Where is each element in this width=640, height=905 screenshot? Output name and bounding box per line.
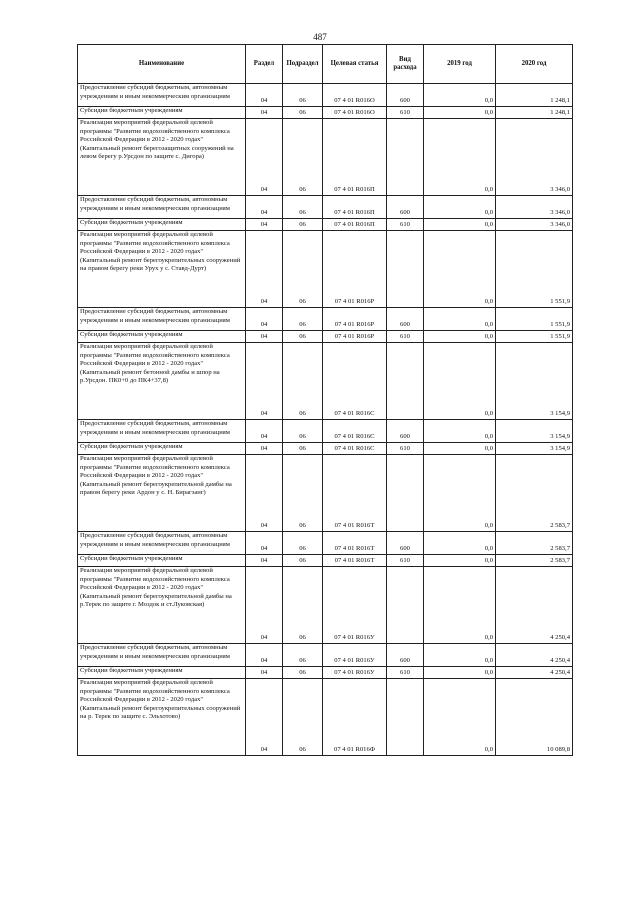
row-expense-type	[387, 567, 424, 644]
row-target-article: 07 4 01 R016Т	[323, 532, 387, 555]
row-subsection: 06	[283, 555, 323, 567]
table-row	[78, 219, 573, 231]
row-value-2019: 0,0	[424, 231, 496, 308]
row-subsection: 06	[283, 443, 323, 455]
row-name	[78, 455, 246, 532]
row-value-2020: 3 346,0	[496, 219, 573, 231]
row-expense-type	[387, 119, 424, 196]
row-value-2020: 1 248,1	[496, 107, 573, 119]
row-value-2020: 1 551,9	[496, 308, 573, 331]
row-section: 04	[246, 84, 283, 107]
row-section: 04	[246, 331, 283, 343]
row-expense-type: 610	[387, 555, 424, 567]
table-body	[78, 84, 573, 756]
header-expense-type: Вид расхода	[387, 45, 424, 84]
row-value-2019: 0,0	[424, 455, 496, 532]
row-name-text: Предоставление субсидий бюджетным, автономным учреждениям и иным некоммерческим организациям	[80, 308, 230, 324]
row-expense-type: 600	[387, 84, 424, 107]
table-row	[78, 532, 573, 555]
row-name	[78, 119, 246, 196]
table-row	[78, 667, 573, 679]
table-row	[78, 443, 573, 455]
row-value-2020: 2 583,7	[496, 455, 573, 532]
row-subsection: 06	[283, 231, 323, 308]
row-expense-type: 600	[387, 196, 424, 219]
row-name	[78, 644, 246, 667]
row-name-text: Реализация мероприятий федеральной целевой программы "Развитие водохозяйственного комплекса Российской Федерации в 2012 - 2020 годах" (Капитальный ремонт берегоукрепительных сооружений на правом берегу реки Урух у с. Ставд-Дурт)	[80, 231, 241, 273]
table-row	[78, 308, 573, 331]
row-name	[78, 679, 246, 756]
row-expense-type: 600	[387, 420, 424, 443]
row-target-article: 07 4 01 R016Т	[323, 455, 387, 532]
row-target-article: 07 4 01 R016У	[323, 644, 387, 667]
row-section: 04	[246, 231, 283, 308]
row-subsection: 06	[283, 196, 323, 219]
row-value-2019: 0,0	[424, 196, 496, 219]
row-value-2019: 0,0	[424, 667, 496, 679]
row-expense-type: 610	[387, 107, 424, 119]
table-row	[78, 455, 573, 532]
row-subsection: 06	[283, 107, 323, 119]
row-subsection: 06	[283, 119, 323, 196]
table-row	[78, 567, 573, 644]
row-target-article: 07 4 01 R016С	[323, 420, 387, 443]
row-value-2020: 2 583,7	[496, 532, 573, 555]
row-value-2019: 0,0	[424, 679, 496, 756]
row-target-article: 07 4 01 R016Р	[323, 331, 387, 343]
row-value-2019: 0,0	[424, 567, 496, 644]
row-target-article: 07 4 01 R016Ф	[323, 679, 387, 756]
row-section: 04	[246, 343, 283, 420]
row-subsection: 06	[283, 84, 323, 107]
row-value-2020: 4 250,4	[496, 644, 573, 667]
row-name-text: Субсидии бюджетным учреждениям	[80, 667, 183, 674]
row-section: 04	[246, 567, 283, 644]
row-section: 04	[246, 119, 283, 196]
row-value-2020: 4 250,4	[496, 567, 573, 644]
row-value-2020: 1 551,9	[496, 231, 573, 308]
row-subsection: 06	[283, 420, 323, 443]
row-target-article: 07 4 01 R016У	[323, 567, 387, 644]
row-target-article: 07 4 01 R016У	[323, 667, 387, 679]
row-section: 04	[246, 644, 283, 667]
table-row	[78, 107, 573, 119]
row-value-2020: 3 154,9	[496, 343, 573, 420]
row-name-text: Субсидии бюджетным учреждениям	[80, 331, 183, 338]
row-name	[78, 443, 246, 455]
row-value-2019: 0,0	[424, 107, 496, 119]
table-row	[78, 196, 573, 219]
row-name	[78, 84, 246, 107]
row-expense-type	[387, 455, 424, 532]
budget-table	[77, 44, 573, 756]
row-section: 04	[246, 420, 283, 443]
row-section: 04	[246, 219, 283, 231]
row-subsection: 06	[283, 308, 323, 331]
header-2019: 2019 год	[424, 45, 496, 84]
row-name	[78, 343, 246, 420]
row-expense-type: 610	[387, 331, 424, 343]
row-value-2019: 0,0	[424, 331, 496, 343]
row-name-text: Предоставление субсидий бюджетным, автономным учреждениям и иным некоммерческим организациям	[80, 196, 230, 212]
row-value-2020: 10 089,8	[496, 679, 573, 756]
row-target-article: 07 4 01 R016Т	[323, 555, 387, 567]
row-name-text: Реализация мероприятий федеральной целевой программы "Развитие водохозяйственного комплекса Российской Федерации в 2012 - 2020 годах" (Капитальный ремонт бетонной дамбы и шпор на р.Урсдон. ПК0+0 до ПК4+37,8)	[80, 343, 230, 385]
table-row	[78, 420, 573, 443]
row-name-text: Предоставление субсидий бюджетным, автономным учреждениям и иным некоммерческим организациям	[80, 644, 230, 660]
row-name-text: Предоставление субсидий бюджетным, автономным учреждениям и иным некоммерческим организациям	[80, 420, 230, 436]
row-section: 04	[246, 308, 283, 331]
row-section: 04	[246, 455, 283, 532]
row-name	[78, 107, 246, 119]
row-value-2019: 0,0	[424, 532, 496, 555]
row-value-2020: 3 154,9	[496, 420, 573, 443]
row-target-article: 07 4 01 R016П	[323, 196, 387, 219]
row-name-text: Субсидии бюджетным учреждениям	[80, 555, 183, 562]
row-value-2020: 1 248,1	[496, 84, 573, 107]
row-subsection: 06	[283, 667, 323, 679]
row-expense-type	[387, 679, 424, 756]
page-number: 487	[313, 32, 327, 42]
row-expense-type	[387, 231, 424, 308]
row-value-2019: 0,0	[424, 84, 496, 107]
row-subsection: 06	[283, 219, 323, 231]
row-name	[78, 308, 246, 331]
row-target-article: 07 4 01 R016П	[323, 119, 387, 196]
row-target-article: 07 4 01 R016Р	[323, 231, 387, 308]
row-expense-type: 600	[387, 532, 424, 555]
row-subsection: 06	[283, 331, 323, 343]
row-name-text: Реализация мероприятий федеральной целевой программы "Развитие водохозяйственного комплекса Российской Федерации в 2012 - 2020 годах" (Капитальный ремонт берегоукрепительной дамбы на р.Терек по защите г. Моздок и ст.Луковская)	[80, 567, 232, 609]
table-row	[78, 644, 573, 667]
row-value-2019: 0,0	[424, 420, 496, 443]
row-section: 04	[246, 532, 283, 555]
table-row	[78, 231, 573, 308]
row-target-article: 07 4 01 R016С	[323, 443, 387, 455]
table-row	[78, 84, 573, 107]
row-expense-type: 610	[387, 667, 424, 679]
row-section: 04	[246, 555, 283, 567]
row-name	[78, 196, 246, 219]
header-subsection: Подраздел	[283, 45, 323, 84]
row-expense-type: 600	[387, 308, 424, 331]
row-name-text: Реализация мероприятий федеральной целевой программы "Развитие водохозяйственного комплекса Российской Федерации в 2012 - 2020 годах" (Капитальный ремонт берегозащитных сооружений на левом берегу р.Урсдон по защите с. Дигора)	[80, 119, 234, 161]
row-subsection: 06	[283, 644, 323, 667]
row-value-2019: 0,0	[424, 555, 496, 567]
header-name: Наименование	[78, 45, 246, 84]
row-name	[78, 555, 246, 567]
row-subsection: 06	[283, 343, 323, 420]
row-name	[78, 567, 246, 644]
row-subsection: 06	[283, 679, 323, 756]
row-value-2020: 1 551,9	[496, 331, 573, 343]
row-subsection: 06	[283, 455, 323, 532]
row-subsection: 06	[283, 532, 323, 555]
row-value-2020: 3 346,0	[496, 196, 573, 219]
row-value-2019: 0,0	[424, 644, 496, 667]
table-row	[78, 679, 573, 756]
row-value-2019: 0,0	[424, 219, 496, 231]
row-value-2020: 3 346,0	[496, 119, 573, 196]
header-target-article: Целевая статья	[323, 45, 387, 84]
row-name-text: Субсидии бюджетным учреждениям	[80, 107, 183, 114]
table-row	[78, 343, 573, 420]
row-expense-type	[387, 343, 424, 420]
row-name	[78, 331, 246, 343]
row-name	[78, 420, 246, 443]
header-section: Раздел	[246, 45, 283, 84]
table-header-row	[78, 45, 573, 84]
row-target-article: 07 4 01 R016О	[323, 107, 387, 119]
row-expense-type: 600	[387, 644, 424, 667]
row-name-text: Субсидии бюджетным учреждениям	[80, 219, 183, 226]
row-subsection: 06	[283, 567, 323, 644]
row-name	[78, 532, 246, 555]
row-section: 04	[246, 679, 283, 756]
row-section: 04	[246, 107, 283, 119]
row-name-text: Предоставление субсидий бюджетным, автономным учреждениям и иным некоммерческим организациям	[80, 84, 230, 100]
row-value-2019: 0,0	[424, 443, 496, 455]
row-section: 04	[246, 667, 283, 679]
row-value-2020: 2 583,7	[496, 555, 573, 567]
row-target-article: 07 4 01 R016О	[323, 84, 387, 107]
row-name-text: Реализация мероприятий федеральной целевой программы "Развитие водохозяйственного комплекса Российской Федерации в 2012 - 2020 годах" (Капитальный ремонт берегоукрепительных сооружений на р. Терек по защите с. Эльхотово)	[80, 679, 241, 721]
row-section: 04	[246, 443, 283, 455]
row-name	[78, 231, 246, 308]
row-expense-type: 610	[387, 443, 424, 455]
row-name	[78, 219, 246, 231]
row-name-text: Субсидии бюджетным учреждениям	[80, 443, 183, 450]
table-row	[78, 119, 573, 196]
row-value-2019: 0,0	[424, 308, 496, 331]
row-target-article: 07 4 01 R016С	[323, 343, 387, 420]
row-expense-type: 610	[387, 219, 424, 231]
row-name-text: Реализация мероприятий федеральной целевой программы "Развитие водохозяйственного комплекса Российской Федерации в 2012 - 2020 годах" (Капитальный ремонт берегоукрепительной дамбы на правом берегу реки Ардон у с. Н. Бирагзанг)	[80, 455, 232, 497]
table-row	[78, 555, 573, 567]
row-name-text: Предоставление субсидий бюджетным, автономным учреждениям и иным некоммерческим организациям	[80, 532, 230, 548]
row-section: 04	[246, 196, 283, 219]
row-value-2019: 0,0	[424, 119, 496, 196]
row-target-article: 07 4 01 R016Р	[323, 308, 387, 331]
row-value-2020: 4 250,4	[496, 667, 573, 679]
table-row	[78, 331, 573, 343]
header-2020: 2020 год	[496, 45, 573, 84]
row-value-2020: 3 154,9	[496, 443, 573, 455]
row-name	[78, 667, 246, 679]
row-value-2019: 0,0	[424, 343, 496, 420]
row-target-article: 07 4 01 R016П	[323, 219, 387, 231]
